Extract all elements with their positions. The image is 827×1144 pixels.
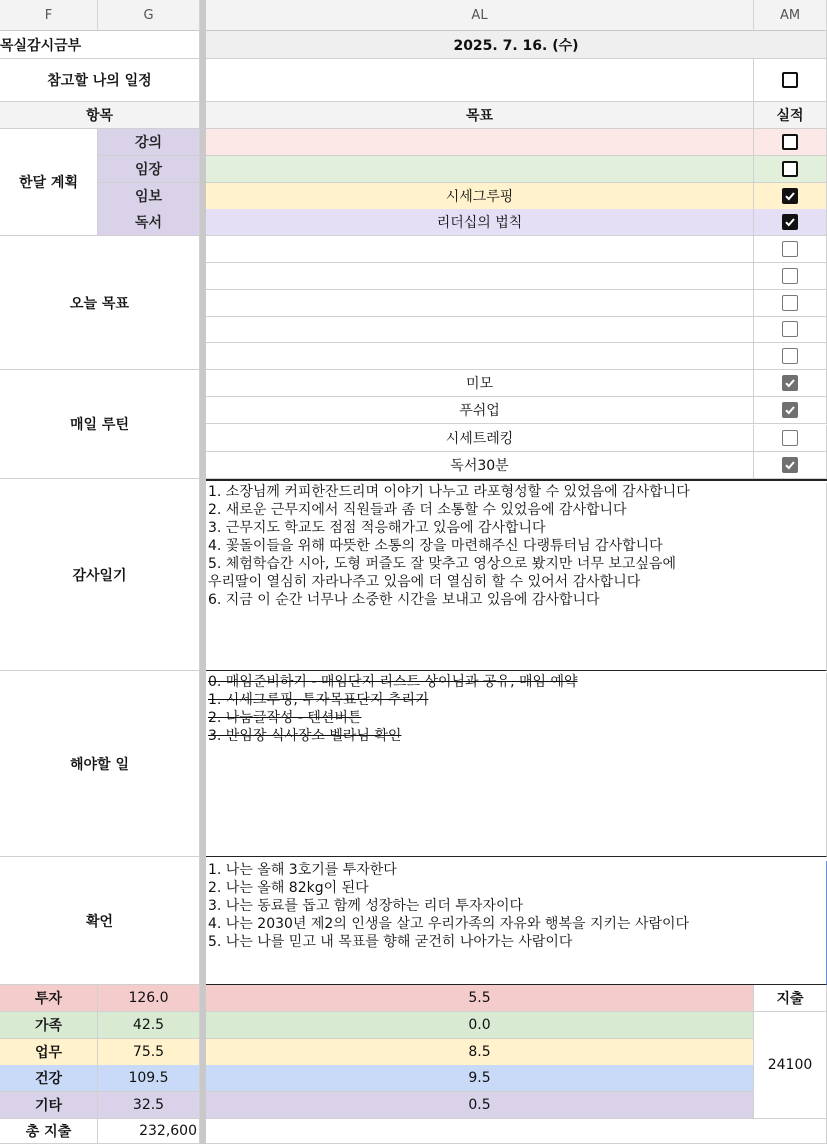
text-line: 5. 나는 나를 믿고 내 목표를 향해 굳건히 나아가는 사람이다 [208,934,573,950]
text-line: 2. 나눔글작성 - 텐션버튼 [208,710,362,726]
summary-category: 기타 [0,1092,98,1119]
text-line: 3. 반임장 식사장소 벨라님 확인 [208,728,402,744]
routine-check-cell[interactable] [754,370,827,397]
check-icon [784,459,796,471]
check-icon [784,190,796,202]
monthly-check-cell[interactable] [754,156,827,183]
check-icon [784,377,796,389]
today-check-cell[interactable] [754,316,827,343]
today-goal-cell[interactable] [206,236,754,263]
summary-total[interactable]: 126.0 [98,985,200,1012]
monthly-goal-cell[interactable]: 리더십의 법칙 [206,209,754,236]
summary-category: 업무 [0,1039,98,1066]
monthly-checkbox[interactable] [782,214,798,230]
today-goal-cell[interactable] [206,290,754,317]
summary-today[interactable]: 8.5 [206,1039,754,1066]
schedule-label: 참고할 나의 일정 [0,59,200,102]
col-header-am[interactable]: AM [754,0,827,31]
active-border [206,479,827,481]
affirm-label: 확언 [0,857,200,985]
routine-checkbox[interactable] [782,402,798,418]
today-checkbox[interactable] [782,295,798,311]
summary-category: 가족 [0,1012,98,1039]
text-line: 1. 나는 올해 3호기를 투자한다 [208,862,397,878]
schedule-checkbox[interactable] [782,72,798,88]
today-checkbox[interactable] [782,321,798,337]
routine-item-cell[interactable]: 독서30분 [206,452,754,479]
item-header: 항목 [0,102,200,129]
summary-today[interactable]: 0.5 [206,1092,754,1119]
text-line: 1. 시세그루핑, 투자목표단지 추리기 [208,692,429,708]
monthly-checkbox[interactable] [782,188,798,204]
summary-category: 투자 [0,985,98,1012]
total-expense-label: 총 지출 [0,1119,98,1144]
monthly-check-cell[interactable] [754,183,827,210]
expense-value[interactable]: 24100 [754,1012,827,1119]
today-check-cell[interactable] [754,236,827,263]
monthly-check-cell[interactable] [754,129,827,156]
goal-header: 목표 [206,102,754,129]
today-label: 오늘 목표 [0,236,200,370]
gratitude-text-cell[interactable] [206,483,827,671]
text-line: 2. 새로운 근무지에서 직원들과 좀 더 소통할 수 있었음에 감사합니다 [208,502,627,518]
summary-total[interactable]: 42.5 [98,1012,200,1039]
monthly-item-name: 독서 [98,209,200,236]
gratitude-label: 감사일기 [0,479,200,671]
routine-check-cell[interactable] [754,425,827,452]
routine-checkbox[interactable] [782,430,798,446]
today-check-cell[interactable] [754,263,827,290]
total-expense-value[interactable]: 232,600 [98,1119,200,1144]
monthly-checkbox[interactable] [782,134,798,150]
affirm-text-cell[interactable] [206,861,827,985]
check-icon [784,216,796,228]
today-goal-cell[interactable] [206,343,754,370]
summary-today[interactable]: 9.5 [206,1065,754,1092]
summary-total[interactable]: 109.5 [98,1065,200,1092]
empty-cell[interactable] [206,1119,827,1144]
monthly-check-cell[interactable] [754,209,827,236]
schedule-cell[interactable] [206,59,754,102]
col-header-g[interactable]: G [98,0,200,31]
routine-check-cell[interactable] [754,397,827,424]
text-line: 6. 지금 이 순간 너무나 소중한 시간을 보내고 있음에 감사합니다 [208,592,600,608]
summary-today[interactable]: 5.5 [206,985,754,1012]
text-line: 2. 나는 올해 82kg이 된다 [208,880,369,896]
today-check-cell[interactable] [754,343,827,370]
result-header: 실적 [754,102,827,129]
text-line: 3. 근무지도 학교도 점점 적응해가고 있음에 감사합니다 [208,520,546,536]
text-line: 4. 나는 2030년 제2의 인생을 살고 우리가족의 자유와 행복을 지키는 사람이다 [208,916,690,932]
monthly-goal-cell[interactable] [206,129,754,156]
summary-total[interactable]: 75.5 [98,1039,200,1066]
monthly-goal-cell[interactable]: 시세그루핑 [206,183,754,210]
routine-checkbox[interactable] [782,375,798,391]
col-header-f[interactable]: F [0,0,98,31]
today-goal-cell[interactable] [206,316,754,343]
monthly-goal-cell[interactable] [206,156,754,183]
text-line: 0. 매임준비하기 - 매임단지 리스트 상이님과 공유, 매임 예약 [208,674,578,690]
monthly-item-name: 임장 [98,156,200,183]
todo-label: 해야할 일 [0,671,200,857]
summary-total[interactable]: 32.5 [98,1092,200,1119]
text-line: 4. 꽃돌이들을 위해 따뜻한 소통의 장을 마련해주신 다랭튜터님 감사합니다 [208,538,663,554]
routine-item-cell[interactable]: 푸쉬업 [206,397,754,424]
routine-item-cell[interactable]: 시세트레킹 [206,425,754,452]
check-icon [784,404,796,416]
routine-label: 매일 루틴 [0,370,200,479]
summary-today[interactable]: 0.0 [206,1012,754,1039]
routine-checkbox[interactable] [782,457,798,473]
routine-item-cell[interactable]: 미모 [206,370,754,397]
expense-label: 지출 [754,985,827,1012]
today-checkbox[interactable] [782,268,798,284]
monthly-item-name: 강의 [98,129,200,156]
summary-category: 건강 [0,1065,98,1092]
schedule-check-cell[interactable] [754,59,827,102]
frozen-column-divider[interactable] [200,0,206,1144]
monthly-label: 한달 계획 [0,129,98,236]
monthly-checkbox[interactable] [782,161,798,177]
today-checkbox[interactable] [782,348,798,364]
text-line: 1. 소장님께 커피한잔드리며 이야기 나누고 라포형성할 수 있었음에 감사합니다 [208,484,690,500]
text-line: 5. 체험학습간 시아, 도형 퍼즐도 잘 맞추고 영상으로 봤지만 너무 보고싶음에 [208,556,677,572]
col-header-al[interactable]: AL [206,0,754,31]
routine-check-cell[interactable] [754,452,827,479]
monthly-item-name: 임보 [98,183,200,210]
date-cell[interactable]: 2025. 7. 16. (수) [206,31,827,59]
text-line: 우리딸이 열심히 자라나주고 있음에 더 열심히 할 수 있어서 감사합니다 [208,574,641,590]
sheet-title[interactable]: 목실감시금부 [0,31,200,59]
today-goal-cell[interactable] [206,263,754,290]
todo-text-cell[interactable] [206,673,827,857]
today-checkbox[interactable] [782,241,798,257]
text-line: 3. 나는 동료를 돕고 함께 성장하는 리더 투자자이다 [208,898,523,914]
today-check-cell[interactable] [754,290,827,317]
